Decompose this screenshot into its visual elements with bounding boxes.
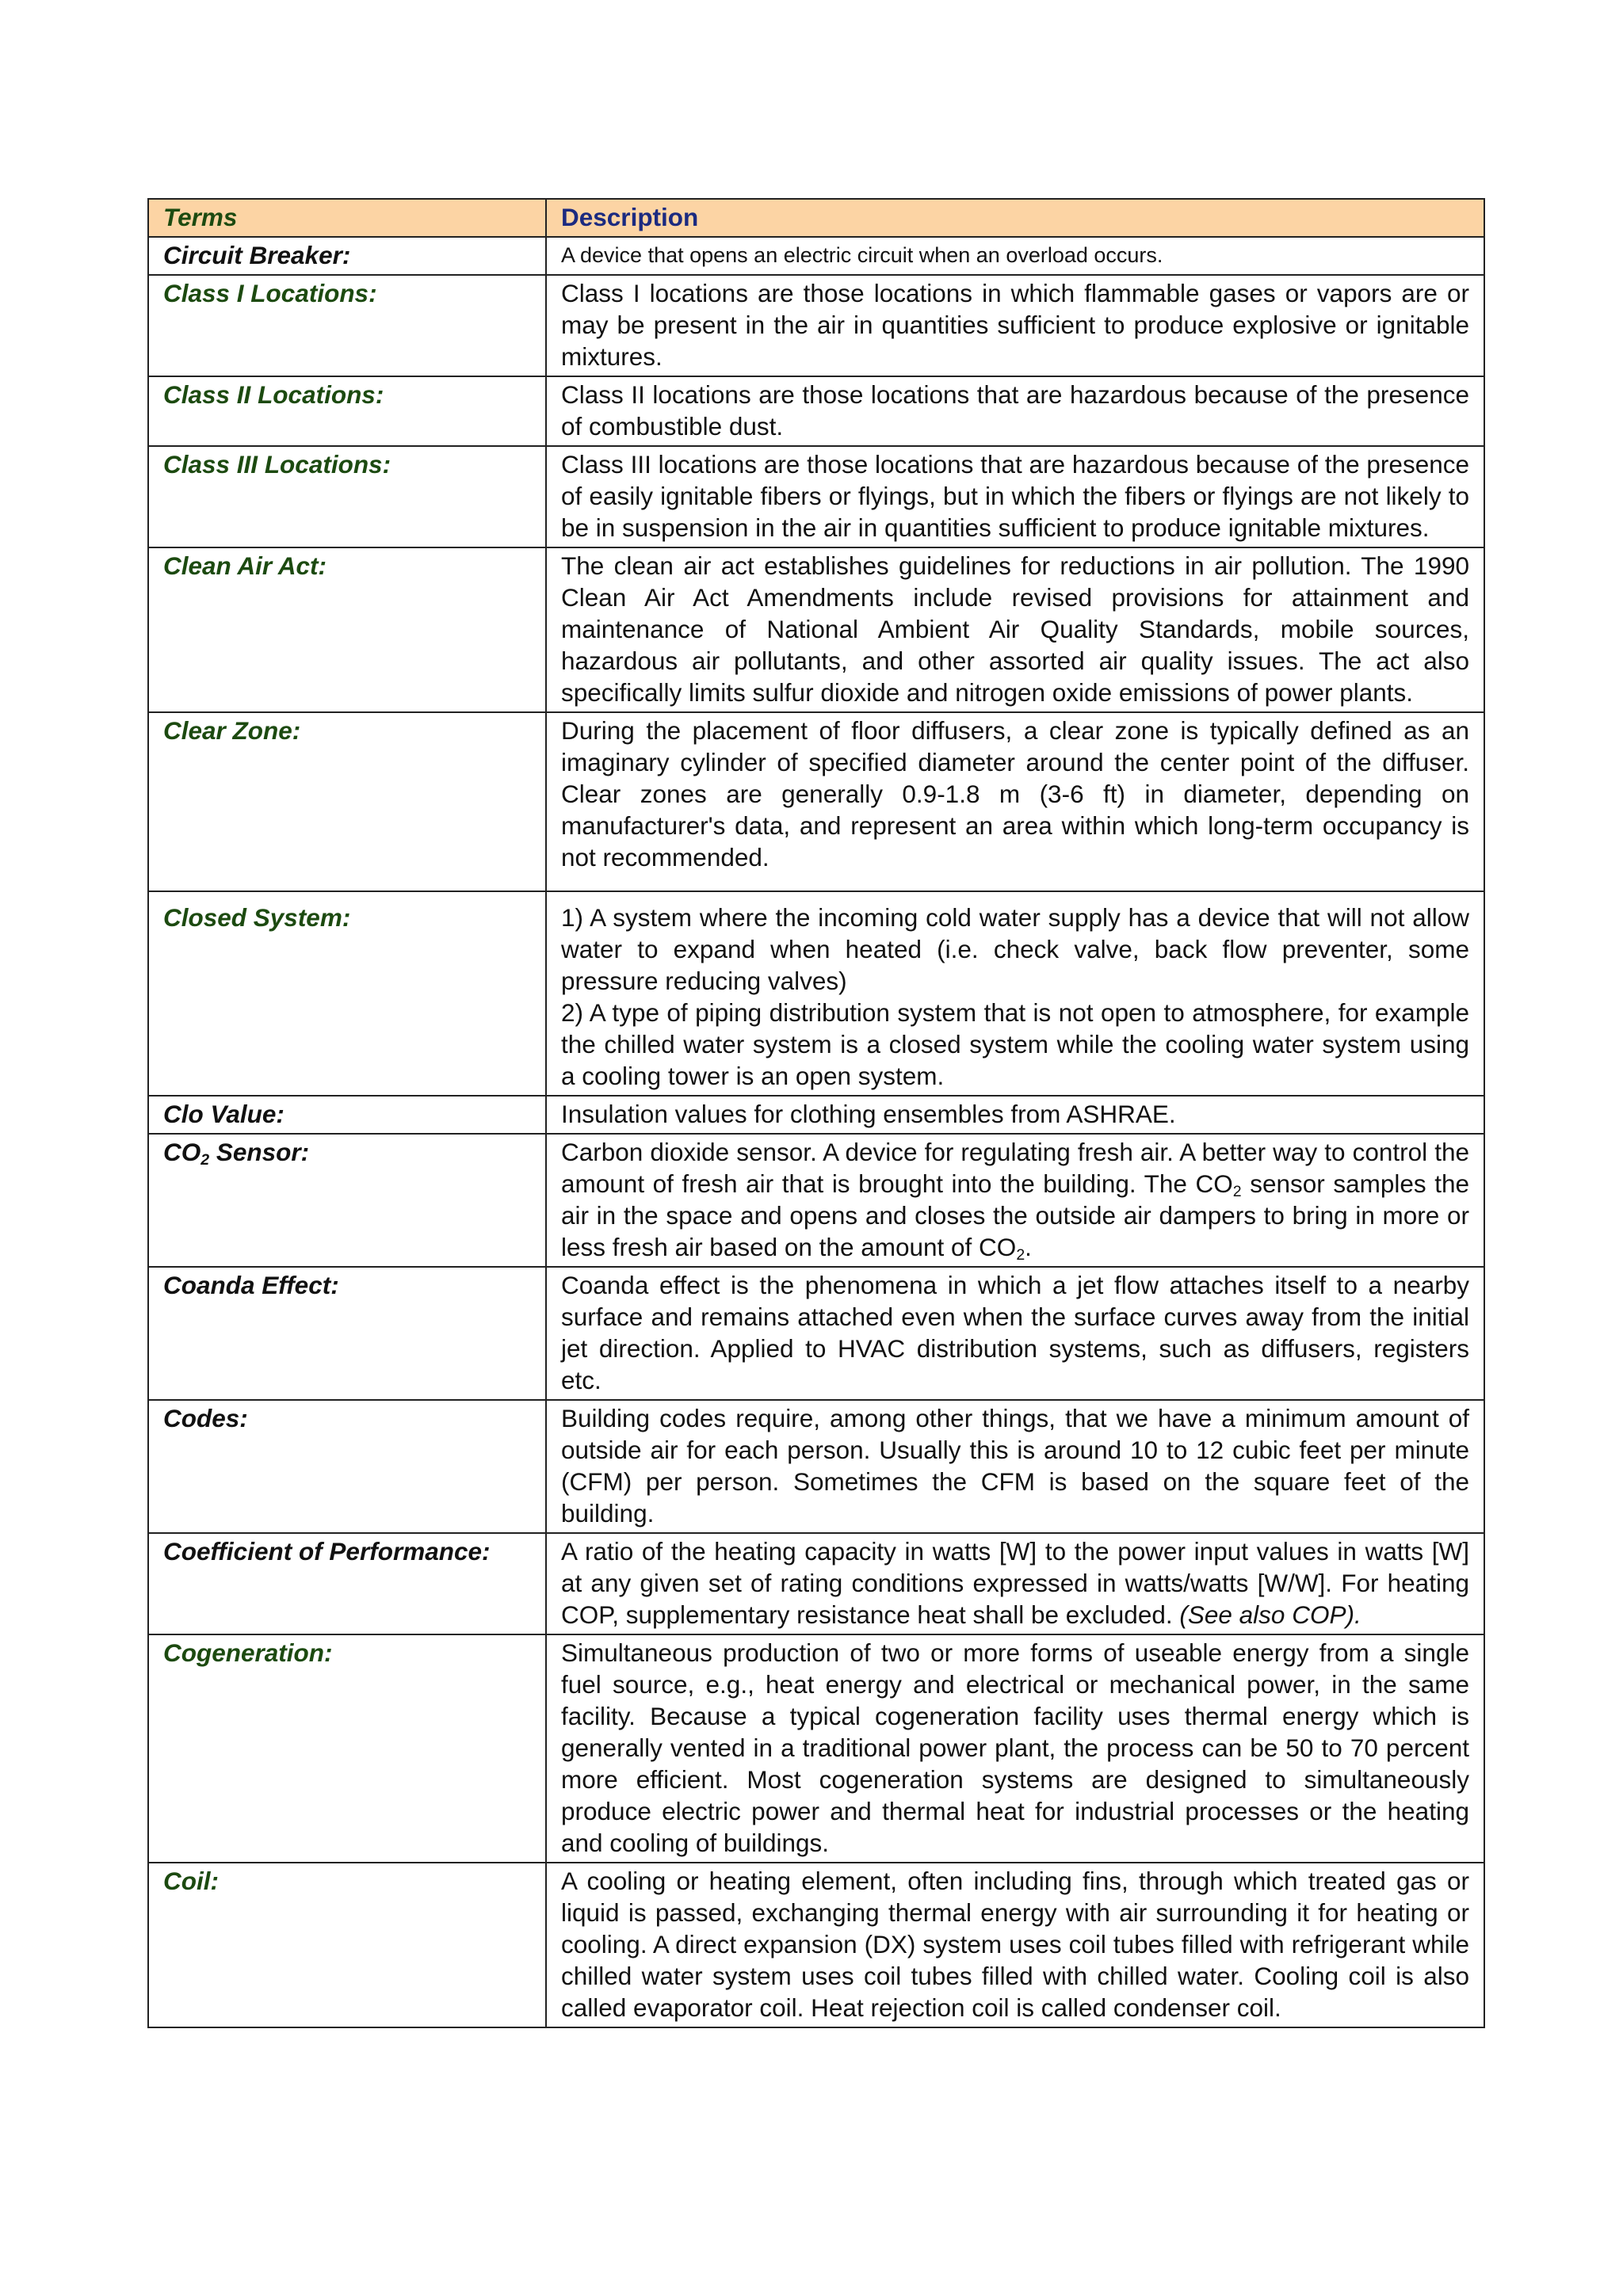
description-paragraph: 1) A system where the incoming cold water supply has a device that will not allow water to expand when heated (i.e. check valve, back flow preventer, some pressure reducing valves) bbox=[561, 903, 1469, 995]
term-cell: Circuit Breaker: bbox=[148, 237, 546, 275]
description-cell bbox=[546, 1134, 1484, 1267]
description-cell bbox=[546, 1533, 1484, 1634]
table-row bbox=[148, 1267, 1484, 1400]
table-row bbox=[148, 1863, 1484, 2027]
table-row bbox=[148, 547, 1484, 712]
table-row bbox=[148, 1134, 1484, 1267]
table-row bbox=[148, 1533, 1484, 1634]
terms-column-header: Terms bbox=[148, 199, 546, 237]
description-cell: A device that opens an electric circuit when an overload occurs. bbox=[546, 237, 1484, 275]
description-text: sensor samples the air in the space and opens and closes the outside air dampers to bring in more or less fresh air based on the amount of CO bbox=[561, 1169, 1469, 1261]
term-cell: Class I Locations: bbox=[148, 275, 546, 376]
term-text: Sensor: bbox=[209, 1138, 310, 1166]
glossary-table bbox=[147, 198, 1485, 2028]
term-cell: Coefficient of Performance: bbox=[148, 1533, 546, 1634]
description-cell: During the placement of floor diffusers, a clear zone is typically defined as an imaginary cylinder of specified diameter around the center point of the diffuser. Clear zones are generally 0.9-1.8 m (3-6 ft) in diameter, depending on manufacturer's data, and represent an area within which long-term occupancy is not recommended. bbox=[546, 712, 1484, 891]
term-cell: Clo Value: bbox=[148, 1096, 546, 1134]
description-cell: Building codes require, among other things, that we have a minimum amount of outside air for each person. Usually this is around 10 to 12 cubic feet per minute (CFM) per person. Sometimes the CFM is based on the square feet of the building. bbox=[546, 1400, 1484, 1533]
description-text: Carbon dioxide sensor. A device for regulating fresh air. A better way to control the amount of fresh air that is brought into the building. The CO bbox=[561, 1138, 1469, 1198]
table-row bbox=[148, 712, 1484, 891]
term-cell: Coanda Effect: bbox=[148, 1267, 546, 1400]
table-row bbox=[148, 237, 1484, 275]
description-paragraph: 2) A type of piping distribution system that is not open to atmosphere, for example the chilled water system is a closed system while the cooling water system using a cooling tower is an open system. bbox=[561, 998, 1469, 1090]
subscript: 2 bbox=[200, 1150, 210, 1169]
table-header-row bbox=[148, 199, 1484, 237]
table-row bbox=[148, 275, 1484, 376]
term-cell: Codes: bbox=[148, 1400, 546, 1533]
table-row bbox=[148, 891, 1484, 1096]
table-row bbox=[148, 376, 1484, 446]
description-text: A ratio of the heating capacity in watts [W] to the power input values in watts [W] at any given set of rating conditions expressed in watts/watts [W/W]. For heating COP, supplementary resistance heat shall be excluded. bbox=[561, 1537, 1469, 1629]
description-cell: Class II locations are those locations that are hazardous because of the presence of combustible dust. bbox=[546, 376, 1484, 446]
term-cell: Cogeneration: bbox=[148, 1634, 546, 1863]
description-cell: The clean air act establishes guidelines for reductions in air pollution. The 1990 Clean Air Act Amendments include revised provisions for attainment and maintenance of National Ambient Air Quality Standards, mobile sources, hazardous air pollutants, and other assorted air quality issues. The act also specifically limits sulfur dioxide and nitrogen oxide emissions of power plants. bbox=[546, 547, 1484, 712]
description-cell: Class I locations are those locations in which flammable gases or vapors are or may be present in the air in quantities sufficient to produce explosive or ignitable mixtures. bbox=[546, 275, 1484, 376]
description-cell: A cooling or heating element, often including fins, through which treated gas or liquid is passed, exchanging thermal energy with air surrounding it for heating or cooling. A direct expansion (DX) system uses coil tubes filled with refrigerant while chilled water system uses coil tubes filled with chilled water. Cooling coil is also called evaporator coil. Heat rejection coil is called condenser coil. bbox=[546, 1863, 1484, 2027]
term-cell: Clean Air Act: bbox=[148, 547, 546, 712]
description-cell: Insulation values for clothing ensembles from ASHRAE. bbox=[546, 1096, 1484, 1134]
table-row bbox=[148, 1634, 1484, 1863]
table-row bbox=[148, 1400, 1484, 1533]
description-cell: Coanda effect is the phenomena in which a jet flow attaches itself to a nearby surface and remains attached even when the surface curves away from the initial jet direction. Applied to HVAC distribution systems, such as diffusers, registers etc. bbox=[546, 1267, 1484, 1400]
description-cell: Simultaneous production of two or more forms of useable energy from a single fuel source, e.g., heat energy and electrical or mechanical power, in the same facility. Because a typical cogeneration facility uses thermal energy which is generally vented in a traditional power plant, the process can be 50 to 70 percent more efficient. Most cogeneration systems are designed to simultaneously produce electric power and thermal heat for industrial processes or the heating and cooling of buildings. bbox=[546, 1634, 1484, 1863]
subscript: 2 bbox=[1232, 1182, 1242, 1200]
see-also-reference: (See also COP). bbox=[1179, 1600, 1361, 1629]
table-row bbox=[148, 1096, 1484, 1134]
term-cell: Coil: bbox=[148, 1863, 546, 2027]
subscript: 2 bbox=[1016, 1245, 1025, 1264]
term-text: CO bbox=[163, 1138, 201, 1166]
term-cell bbox=[148, 1134, 546, 1267]
description-cell bbox=[546, 891, 1484, 1096]
description-column-header: Description bbox=[546, 199, 1484, 237]
term-cell: Closed System: bbox=[148, 891, 546, 1096]
term-cell: Clear Zone: bbox=[148, 712, 546, 891]
term-cell: Class III Locations: bbox=[148, 446, 546, 547]
term-cell: Class II Locations: bbox=[148, 376, 546, 446]
table-row bbox=[148, 446, 1484, 547]
description-cell: Class III locations are those locations that are hazardous because of the presence of easily ignitable fibers or flyings, but in which the fibers or flyings are not likely to be in suspension in the air in quantities sufficient to produce ignitable mixtures. bbox=[546, 446, 1484, 547]
description-text: . bbox=[1025, 1233, 1032, 1261]
